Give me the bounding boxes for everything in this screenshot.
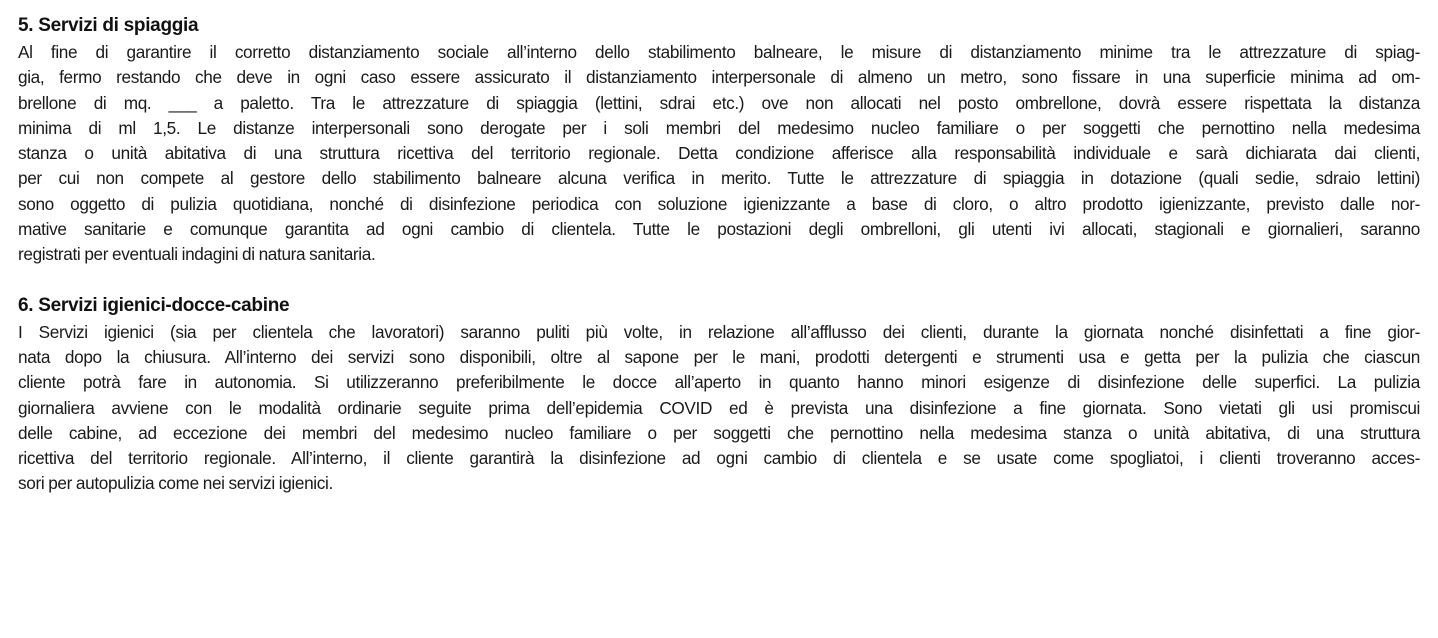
section-restrooms-showers-cabins bbox=[18, 294, 1420, 497]
text-line: ricettiva del territorio regionale. All’interno, il cliente garantirà la disinfezione ad ogni cambio di clientela e se usate come spogliatoi, i clienti troveranno acces- bbox=[18, 448, 1420, 469]
text-line: sori per autopulizia come nei servizi igienici. bbox=[18, 473, 333, 494]
text-line: delle cabine, ad eccezione dei membri del medesimo nucleo familiare o per soggetti che pernottino nella medesima stanza o unità abitativa, di una struttura bbox=[18, 422, 1420, 443]
section-beach-services bbox=[18, 14, 1420, 268]
text-line: nata dopo la chiusura. All’interno dei servizi sono disponibili, oltre al sapone per le mani, prodotti detergenti e strumenti usa e getta per la pulizia che ciascun bbox=[18, 346, 1420, 367]
text-line: brellone di mq. ___ a paletto. Tra le attrezzature di spiaggia (lettini, sdrai etc.) ove non allocati nel posto ombrellone, dovrà essere rispettata la distanza bbox=[18, 92, 1420, 113]
section-body bbox=[18, 40, 1420, 268]
section-title: 5. Servizi di spiaggia bbox=[18, 15, 199, 36]
text-line: stanza o unità abitativa di una struttura ricettiva del territorio regionale. Detta condizione afferisce alla responsabilità individuale e sarà dichiarata dai clienti, bbox=[18, 143, 1420, 164]
text-line: sono oggetto di pulizia quotidiana, nonché di disinfezione periodica con soluzione igienizzante a base di cloro, o altro prodotto igienizzante, previsto dalle nor- bbox=[18, 193, 1420, 214]
section-title: 6. Servizi igienici-docce-cabine bbox=[18, 294, 290, 316]
text-line: gia, fermo restando che deve in ogni caso essere assicurato il distanziamento interpersonale di almeno un metro, sono fissare in una superficie minima ad om- bbox=[18, 67, 1420, 88]
section-body bbox=[18, 320, 1420, 497]
text-line: per cui non compete al gestore dello stabilimento balneare alcuna verifica in merito. Tutte le attrezzature di spiaggia in dotazione (quali sedie, sdraio lettini) bbox=[18, 168, 1420, 189]
text-line: Al fine di garantire il corretto distanziamento sociale all’interno dello stabilimento balneare, le misure di distanziamento minime tra le attrezzature di spiag- bbox=[18, 42, 1420, 62]
text-line: giornaliera avviene con le modalità ordinarie seguite prima dell’epidemia COVID ed è prevista una disinfezione a fine giornata. Sono vietati gli usi promiscui bbox=[18, 397, 1420, 418]
text-line: cliente potrà fare in autonomia. Si utilizzeranno preferibilmente le docce all’aperto in quanto hanno minori esigenze di disinfezione delle superfici. La pulizia bbox=[18, 372, 1420, 393]
text-line: I Servizi igienici (sia per clientela che lavoratori) saranno puliti più volte, in relazione all’afflusso dei clienti, durante la giornata nonché disinfettati a fine gior- bbox=[18, 321, 1420, 342]
text-line: mative sanitarie e comunque garantita ad ogni cambio di clientela. Tutte le postazioni degli ombrelloni, gli utenti ivi allocati, stagionali e giornalieri, saranno bbox=[18, 219, 1420, 240]
text-line: registrati per eventuali indagini di natura sanitaria. bbox=[18, 244, 376, 265]
text-line: minima di ml 1,5. Le distanze interpersonali sono derogate per i soli membri del medesimo nucleo familiare o per soggetti che pernottino nella medesima bbox=[18, 117, 1420, 138]
